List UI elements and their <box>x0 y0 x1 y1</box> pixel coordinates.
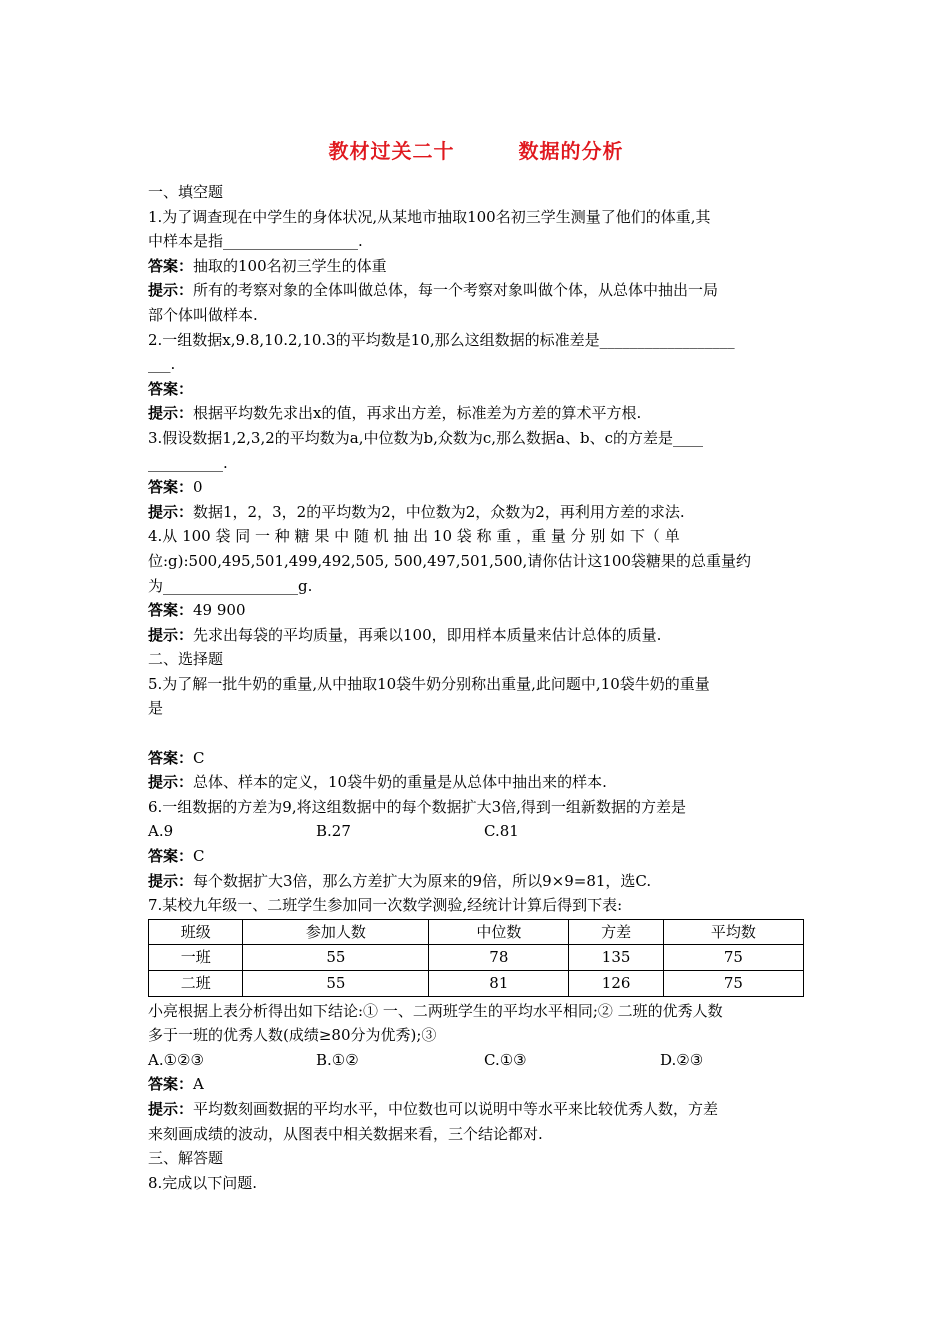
q7-stats-table <box>148 919 804 997</box>
q7-hint-text-1: 平均数刻画数据的平均水平，中位数也可以说明中等水平来比较优秀人数，方差 <box>193 1099 719 1118</box>
hint-label: 提示： <box>148 1099 194 1118</box>
q4-answer <box>148 598 804 623</box>
q3-hint-text: 数据1，2，3，2的平均数为2，中位数为2，众数为2，再利用方差的求法. <box>193 502 685 521</box>
section-fill-heading: 一、填空题 <box>148 183 224 201</box>
q4-answer-text: 49 900 <box>193 601 246 620</box>
q2-hint <box>148 401 804 426</box>
q3-answer-text: 0 <box>193 478 203 497</box>
q3-text-line-2: __________. <box>148 453 228 472</box>
table-cell: 一班 <box>149 945 243 971</box>
table-header-cell: 平均数 <box>663 919 803 945</box>
q5-text-line-2: 是 <box>148 699 164 718</box>
q1-hint-line-1 <box>148 278 804 303</box>
table-cell: 78 <box>429 945 569 971</box>
hint-label: 提示： <box>148 502 194 521</box>
q5-hint <box>148 770 804 795</box>
hint-label: 提示： <box>148 871 194 890</box>
q7-options <box>148 1048 804 1073</box>
q5-hint-text: 总体、样本的定义，10袋牛奶的重量是从总体中抽出来的样本. <box>193 773 607 792</box>
answer-label: 答案： <box>148 478 194 497</box>
document-page <box>148 128 804 1195</box>
q6-answer-text: C <box>193 847 205 866</box>
q1-text-line-1: 1.为了调查现在中学生的身体状况,从某地市抽取100名初三学生测量了他们的体重,其 <box>148 207 711 226</box>
q2-text-line-2: ___. <box>148 355 176 374</box>
table-header-cell: 中位数 <box>429 919 569 945</box>
q7-conclusion-line-1: 小亮根据上表分析得出如下结论:① 一、二两班学生的平均水平相同;② 二班的优秀人数 <box>148 1001 723 1020</box>
q4-text-line-3: 为__________________g. <box>148 576 313 595</box>
table-cell: 55 <box>243 971 429 997</box>
q6-text-line-1: 6.一组数据的方差为9,将这组数据中的每个数据扩大3倍,得到一组新数据的方差是 <box>148 797 686 816</box>
q4-hint <box>148 623 804 648</box>
q7-answer <box>148 1072 804 1097</box>
page-title <box>148 136 804 166</box>
q7-option-c: C.①③ <box>484 1050 527 1069</box>
q1-answer-text: 抽取的100名初三学生的体重 <box>193 256 387 275</box>
answer-label: 答案： <box>148 601 194 620</box>
q6-option-b: B.27 <box>316 822 351 841</box>
answer-label: 答案： <box>148 379 194 398</box>
table-header-cell: 班级 <box>149 919 243 945</box>
q6-answer <box>148 844 804 869</box>
q5-options-space <box>148 721 804 746</box>
table-row <box>149 971 804 997</box>
answer-label: 答案： <box>148 847 194 866</box>
title-part-2: 数据的分析 <box>518 139 624 163</box>
table-header-cell: 方差 <box>569 919 663 945</box>
q7-option-d: D.②③ <box>660 1050 704 1069</box>
q7-hint-line-2: 来刻画成绩的波动，从图表中相关数据来看，三个结论都对. <box>148 1124 543 1143</box>
q6-options <box>148 819 804 844</box>
q4-hint-text: 先求出每袋的平均质量，再乘以100，即用样本质量来估计总体的质量. <box>193 625 662 644</box>
table-cell: 75 <box>663 945 803 971</box>
hint-label: 提示： <box>148 773 194 792</box>
q6-option-a: A.9 <box>148 822 174 841</box>
table-cell: 75 <box>663 971 803 997</box>
q7-option-a: A.①②③ <box>148 1050 204 1069</box>
q1-text-line-2: 中样本是指__________________. <box>148 232 363 251</box>
title-part-1: 教材过关二十 <box>328 139 455 163</box>
q5-answer <box>148 746 804 771</box>
table-header-row <box>149 919 804 945</box>
table-cell: 126 <box>569 971 663 997</box>
q2-hint-text: 根据平均数先求出x的值，再求出方差，标准差为方差的算术平方根. <box>193 404 642 423</box>
answer-label: 答案： <box>148 256 194 275</box>
q3-hint <box>148 500 804 525</box>
q7-text-line-1: 7.某校九年级一、二班学生参加同一次数学测验,经统计计算后得到下表: <box>148 896 623 915</box>
table-cell: 二班 <box>149 971 243 997</box>
section-solve-heading: 三、解答题 <box>148 1149 224 1168</box>
q3-text-line-1: 3.假设数据1,2,3,2的平均数为a,中位数为b,众数为c,那么数据a、b、c的方差是____ <box>148 428 703 447</box>
q1-hint-line-2: 部个体叫做样本. <box>148 305 258 324</box>
hint-label: 提示： <box>148 625 194 644</box>
q7-answer-text: A <box>193 1075 204 1094</box>
answer-label: 答案： <box>148 748 194 767</box>
table-header-cell: 参加人数 <box>243 919 429 945</box>
q4-text-line-2: 位:g):500,495,501,499,492,505, 500,497,501,500,请你估计这100袋糖果的总重量约 <box>148 551 751 570</box>
q6-option-c: C.81 <box>484 822 519 841</box>
q7-option-b: B.①② <box>316 1050 359 1069</box>
q3-answer <box>148 475 804 500</box>
q7-conclusion-line-2: 多于一班的优秀人数(成绩≥80分为优秀);③ <box>148 1026 437 1045</box>
table-cell: 81 <box>429 971 569 997</box>
table-cell: 135 <box>569 945 663 971</box>
hint-label: 提示： <box>148 281 194 300</box>
q7-hint-line-1 <box>148 1097 804 1122</box>
q1-answer <box>148 254 804 279</box>
q4-text-line-1: 4.从 100 袋 同 一 种 糖 果 中 随 机 抽 出 10 袋 称 重 ，重 量 分 别 如 下（ 单 <box>148 527 680 546</box>
q6-hint-text: 每个数据扩大3倍，那么方差扩大为原来的9倍，所以9×9=81，选C. <box>193 871 652 890</box>
q2-text-line-1: 2.一组数据x,9.8,10.2,10.3的平均数是10,那么这组数据的标准差是__________________ <box>148 330 735 349</box>
hint-label: 提示： <box>148 404 194 423</box>
q6-hint <box>148 869 804 894</box>
q5-text-line-1: 5.为了解一批牛奶的重量,从中抽取10袋牛奶分别称出重量,此问题中,10袋牛奶的重量 <box>148 674 710 693</box>
table-cell: 55 <box>243 945 429 971</box>
q2-answer <box>148 377 804 402</box>
q5-answer-text: C <box>193 748 205 767</box>
q1-hint-text-1: 所有的考察对象的全体叫做总体，每一个考察对象叫做个体，从总体中抽出一局 <box>193 281 719 300</box>
table-row <box>149 945 804 971</box>
q8-text-line-1: 8.完成以下问题. <box>148 1173 258 1192</box>
section-choice-heading: 二、选择题 <box>148 650 224 669</box>
answer-label: 答案： <box>148 1075 194 1094</box>
